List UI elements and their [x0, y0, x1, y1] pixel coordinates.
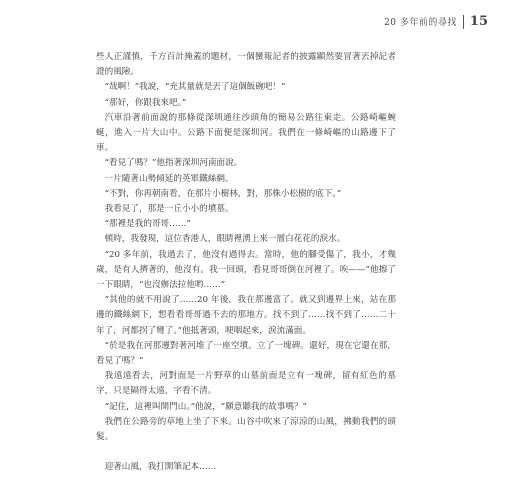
paragraph: “記住，這裡叫開門山。”他說，“願意聽我的故事嗎？” — [104, 401, 307, 412]
header-divider — [463, 15, 464, 29]
body-text — [96, 50, 396, 476]
paragraph: “看見了嗎？”他指著深圳河南面說。 — [104, 158, 243, 169]
running-header — [384, 14, 488, 29]
paragraph: “其他的就不用說了……20 年後，我在那邊富了。就又到邊界上來，站在那邊的鐵絲網下，想看看哥哥過不去的那地方。找不到了……找不到了……二十年了，河都拐了彎了。”他抵著頭，哽咽起來，淚流滿面。 — [96, 295, 396, 336]
paragraph: 些人正謹慎，千方百計掩蓋的題材，一個蠻報記者的披露顯然要冒著丟掉記者證的風險。 — [96, 52, 396, 78]
paragraph: “20 多年前，我過去了，他沒有過得去。當時，他的腳受傷了，我小，才幾歲，是有人擠著的，他沒有。我一回頭，看見哥哥倒在河裡了。唉——”他擦了一下眼睛，“也沒辦法拉他哟……” — [96, 249, 396, 291]
paragraph: “不對，你再朝南看，在那片小樹林，對，那株小松樹的底下。” — [104, 188, 342, 199]
paragraph: 迎著山風，我打開筆記本…… — [104, 462, 217, 473]
paragraph: 汽車沿著前面說的那條從深圳通往沙頭角的簡易公路往東走。公路崎嶇蜿蜒，進入一片大山中。公路下面便是深圳河。我們在一條崎嶇的山路邊下了車。 — [96, 112, 396, 154]
paragraph: “那裡是我的哥哥……” — [104, 219, 191, 230]
paragraph: 我看見了，那是一丘小小的墳墓。 — [104, 204, 234, 215]
page-number: 15 — [469, 14, 488, 29]
paragraph: 我們在公路旁的草地上坐了下來。山谷中吹來了涼涼的山風，拂動我們的頭髮。 — [96, 416, 396, 443]
paragraph: 頓時，我發現，這位香港人，眼睛裡湧上來一層白花花的淚水。 — [104, 234, 346, 245]
paragraph: “那好，你跟我來吧。” — [104, 97, 187, 108]
paragraph: 我遠遠看去，河對面是一片野草的山墓前面是立有一塊碑，留有紅色的墓字，只是隔得太遠，字看不清。 — [96, 371, 396, 397]
paragraph: “於是我在河那邊對著河堆了一座空墳。立了一塊碑。還好，現在它還在那，看見了嗎？” — [96, 340, 396, 367]
paragraph — [96, 445, 396, 460]
paragraph: 一片隨著山勢傾延的英軍鐵絲網。 — [104, 173, 234, 184]
paragraph: “哉啊！”我說，“充其量就是丟了這個飯碗吧！” — [104, 82, 286, 93]
chapter-title: 20 多年前的尋找 — [384, 18, 457, 28]
